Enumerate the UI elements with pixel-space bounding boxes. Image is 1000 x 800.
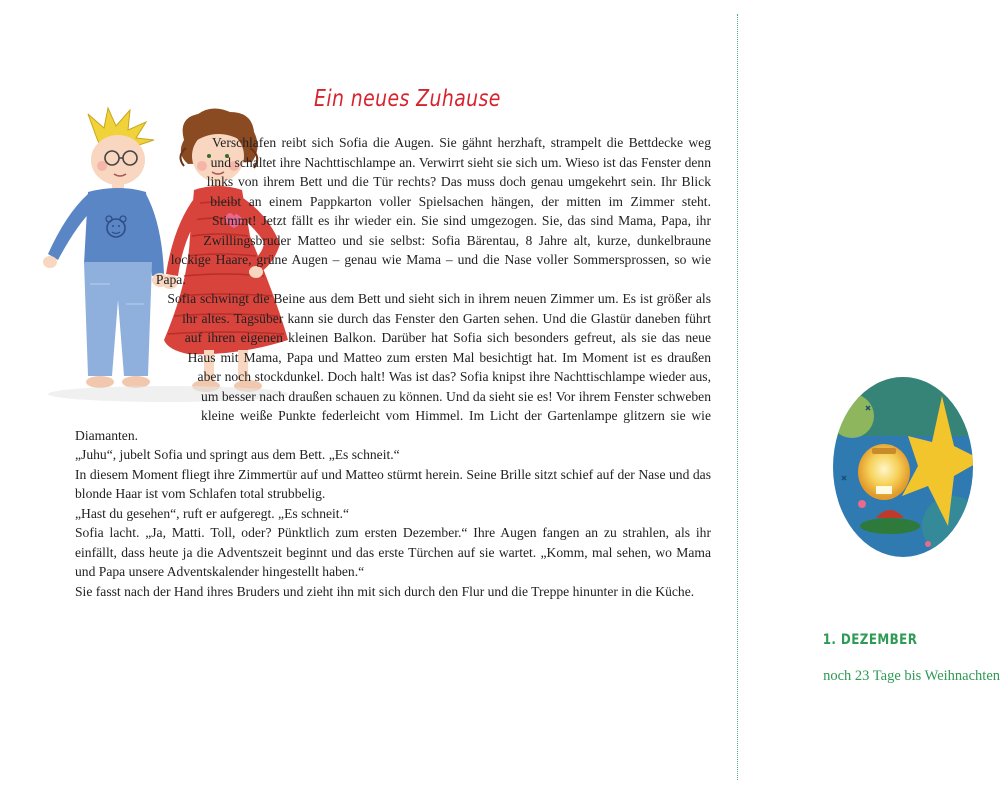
advent-countdown: noch 23 Tage bis Weihnachten — [823, 668, 1000, 684]
story-paragraph: Sofia lacht. „Ja, Matti. Toll, oder? Pünktlich zum ersten Dezember.“ Ihre Augen fangen an zu strahlen, als ihr einfällt, dass heute ja die Adventszeit beginnt und das erste Türchen auf sie wartet. „Komm, mal sehen, wo Mama und Papa unsere Adventskalender hingestellt haben.“ — [75, 525, 711, 579]
story-paragraph: „Juhu“, jubelt Sofia und springt aus dem Bett. „Es schneit.“ — [75, 447, 400, 462]
story-title: Ein neues Zuhause — [314, 86, 501, 112]
story-paragraph: In diesem Moment fliegt ihre Zimmertür auf und Matteo stürmt herein. Seine Brille sitzt schief auf der Nase und das blonde Haar ist vom Schlafen total strubbelig. — [75, 466, 711, 501]
lantern-ornament-illustration — [832, 376, 974, 558]
calendar-date-title: 1. DEZEMBER — [822, 632, 918, 648]
story-paragraph: Verschlafen reibt sich Sofia die Augen. Sie gähnt herzhaft, strampelt die Bettdecke weg und schaltet ihre Nachttischlampe an. Verwirrt sieht sie sich um. Wieso ist das Fenster denn links von ihrem Bett und die Tür rechts? Das muss doch genau umgekehrt sein. Ihr Blick bleibt an einem Pappkarton voller Spielsachen hängen, der mitten im Zimmer steht. Stimmt! Jetzt fällt es ihr wieder ein. Sie sind umgezogen. Sie, das sind Mama, Papa, ihr Zwillingsbruder Matteo und sie selbst: Sofia Bärentau, 8 Jahre alt, kurze, dunkelbraune lockige Haare, grüne Augen – genau wie Mama – und die Nase voller Sommersprossen, so wie Papa. — [155, 135, 711, 287]
story-paragraph: Sie fasst nach der Hand ihres Bruders und zieht ihn mit sich durch den Flur und die Treppe hinunter in die Küche. — [75, 583, 695, 599]
story-paragraph: „Hast du gesehen“, ruft er aufgeregt. „Es schneit.“ — [75, 505, 350, 521]
page-divider — [737, 14, 738, 780]
story-paragraph: Sofia schwingt die Beine aus dem Bett und sieht sich in ihrem neuen Zimmer um. Es ist größer als ihr altes. Tagsüber kann sie durch das Fenster den Garten sehen. Und die Glastür daneben führt auf ihren eigenen kleinen Balkon. Darüber hat Sofia sich besonders gefreut, als sie das neue Haus mit Mama, Papa und Matteo zum ersten Mal besichtigt hat. Im Moment ist es draußen aber noch stockdunkel. Doch halt! Was ist das? Sofia knipst ihre Nachttischlampe wieder aus, um besser nach draußen schauen zu können. Und da sieht sie es! Vor ihrem Fenster schweben kleine weiße Punkte federleicht vom Himmel. Im Licht der Gartenlampe glitzern sie wie Diamanten. — [75, 291, 711, 443]
story-text — [75, 133, 711, 601]
